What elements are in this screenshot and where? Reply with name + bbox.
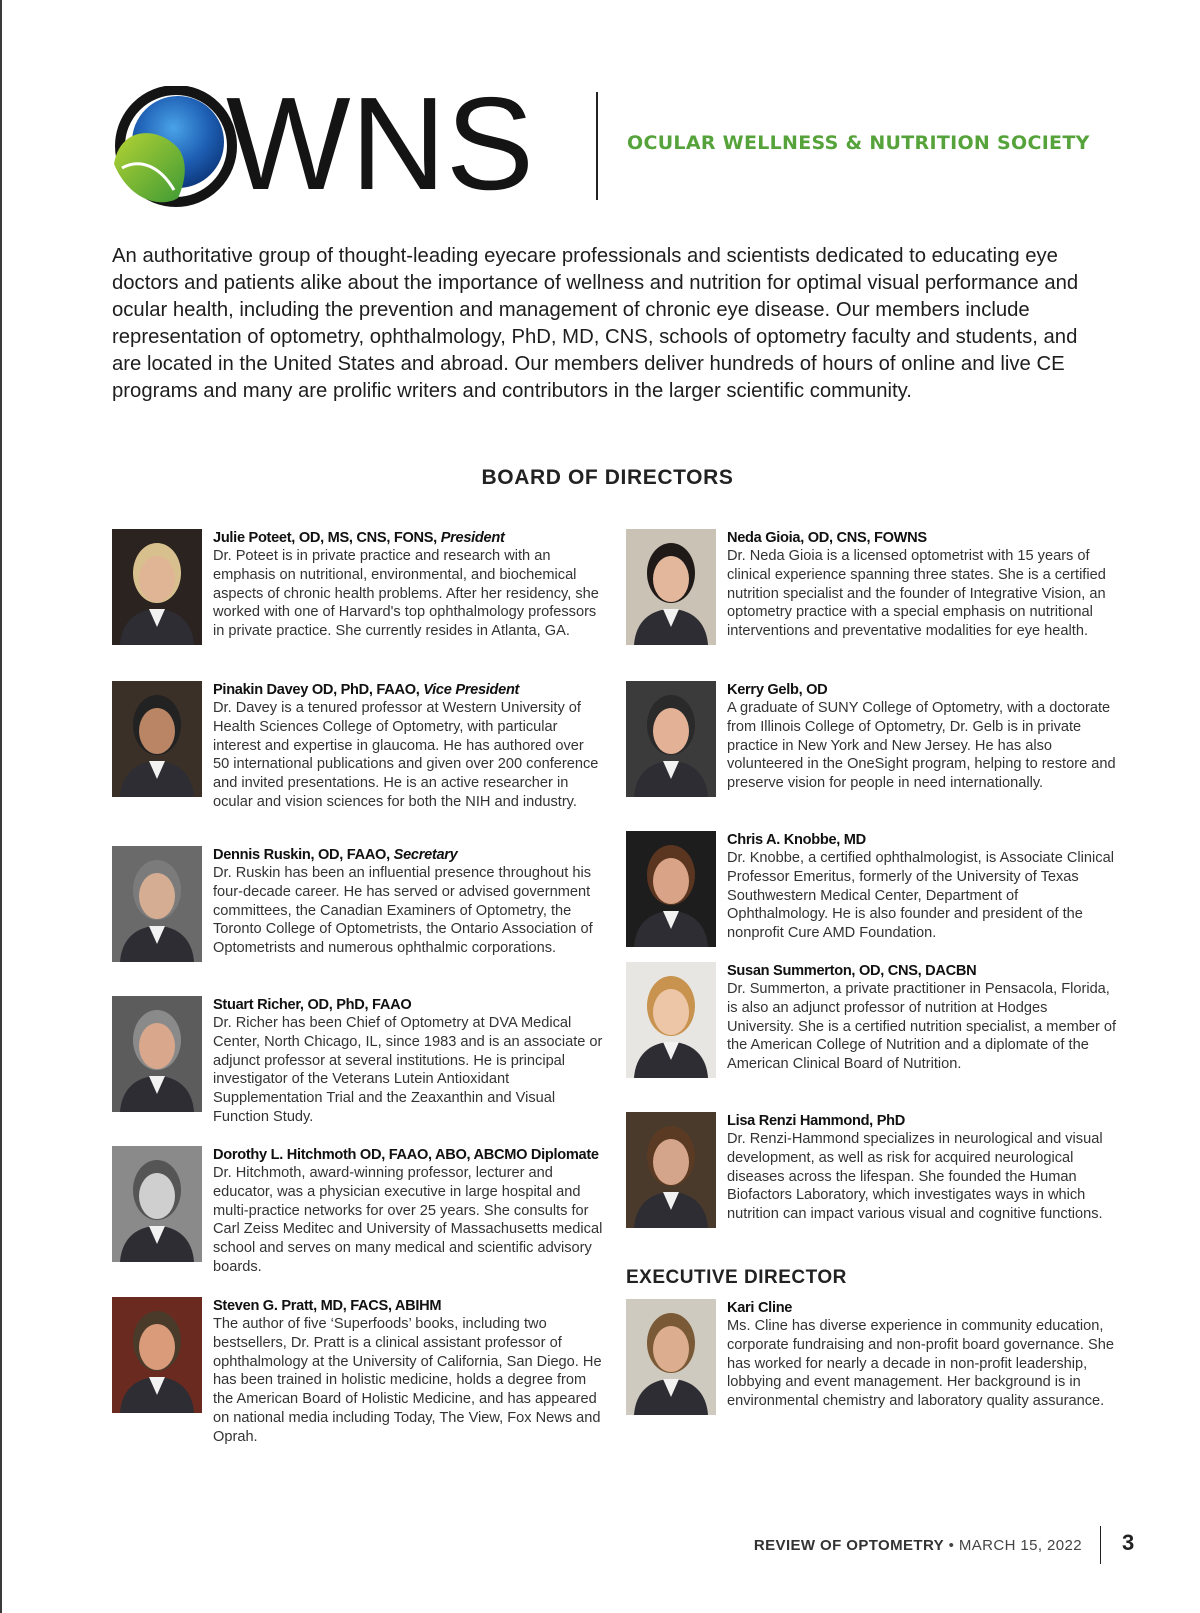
member-name [727, 681, 1117, 699]
member-credentials: Steven G. Pratt, MD, FACS, ABIHM [213, 1298, 442, 1314]
member-name [213, 529, 603, 547]
member-text [213, 996, 603, 1127]
portrait-photo [112, 1146, 202, 1262]
member-credentials: Dennis Ruskin, OD, FAAO, [213, 847, 390, 863]
logo-wordmark: WNS [226, 70, 534, 217]
member-bio: Dr. Richer has been Chief of Optometry at DVA Medical Center, North Chicago, IL, since 1983 and is an associate or adjunct professor at several institutions. He is principal investigator of the Veterans Lutein Antioxidant Supplementation Trial and the Zeaxanthin and Visual Function Study. [213, 1015, 603, 1125]
member-photo [112, 1297, 202, 1413]
member-text [727, 831, 1117, 943]
member-name [213, 1146, 603, 1164]
member-bio: Dr. Knobbe, a certified ophthalmologist, is Associate Clinical Professor Emeritus, formerly of the University of Texas Southwestern Medical Center, Department of Ophthalmology. He is also founder and president of the nonprofit Cure AMD Foundation. [727, 850, 1114, 942]
member-role: Vice President [423, 682, 520, 698]
member-text [213, 1297, 603, 1447]
portrait-photo [112, 846, 202, 962]
member-photo [626, 681, 716, 797]
member-text [727, 681, 1117, 793]
member-photo [112, 846, 202, 962]
member-credentials: Chris A. Knobbe, MD [727, 832, 866, 848]
member-name [213, 1297, 603, 1315]
member-text [213, 529, 603, 641]
portrait-photo [112, 529, 202, 645]
member-name [213, 846, 603, 864]
member-credentials: Dorothy L. Hitchmoth OD, FAAO, ABO, ABCMO Diplomate [213, 1147, 599, 1163]
member-credentials: Neda Gioia, OD, CNS, FOWNS [727, 530, 927, 546]
portrait-photo [112, 1297, 202, 1413]
member-name [213, 681, 603, 699]
page-footer [754, 1537, 1082, 1554]
footer-separator: • [944, 1537, 959, 1554]
publication-name: REVIEW OF OPTOMETRY [753, 1537, 945, 1554]
page-number: 3 [1122, 1530, 1135, 1555]
issue-date: MARCH 15, 2022 [958, 1537, 1082, 1554]
member-text [213, 681, 603, 812]
member-name [727, 962, 1117, 980]
member-text [727, 1112, 1117, 1224]
member-name [727, 1112, 1117, 1130]
member-photo [626, 962, 716, 1078]
member-name [213, 996, 603, 1014]
member-text [213, 846, 603, 958]
member-bio: Dr. Neda Gioia is a licensed optometrist with 15 years of clinical experience spanning three states. She is a certified nutrition specialist and the founder of Integrative Vision, an optometry practice with a special emphasis on nutritional interventions and preventative modalities for eye health. [727, 548, 1106, 640]
member-photo [112, 1146, 202, 1262]
member-credentials: Julie Poteet, OD, MS, CNS, FONS, [213, 530, 437, 546]
member-credentials: Lisa Renzi Hammond, PhD [727, 1113, 905, 1129]
portrait-photo [626, 529, 716, 645]
board-of-directors-heading: BOARD OF DIRECTORS [481, 466, 734, 489]
member-text [727, 1299, 1117, 1411]
intro-paragraph: An authoritative group of thought-leading eyecare professionals and scientists dedicated to educating eye doctors and patients alike about the importance of wellness and nutrition for optimal visual performance and ocular health, including the prevention and management of chronic eye disease. Our members include representation of optometry, ophthalmology, PhD, MD, CNS, schools of optometry faculty and students, and are located in the United States and abroad. Our members deliver hundreds of hours of online and live CE programs and many are prolific writers and contributors in the larger scientific community. [112, 245, 1079, 402]
member-text [727, 962, 1117, 1074]
member-photo [112, 681, 202, 797]
society-name: OCULAR WELLNESS & NUTRITION SOCIETY [627, 132, 1090, 154]
member-role: President [440, 530, 505, 546]
member-photo [626, 1112, 716, 1228]
member-credentials: Kerry Gelb, OD [727, 682, 828, 698]
member-photo [626, 831, 716, 947]
member-bio: Ms. Cline has diverse experience in community education, corporate fundraising and non-profit board governance. She has worked for nearly a decade in non-profit leadership, lobbying and event management. Her background is in environmental chemistry and laboratory quality assurance. [727, 1318, 1114, 1410]
member-photo [112, 529, 202, 645]
portrait-photo [112, 681, 202, 797]
eye-globe-logo-icon [108, 86, 238, 212]
logo-divider [596, 92, 598, 200]
member-photo [112, 996, 202, 1112]
member-bio: Dr. Summerton, a private practitioner in Pensacola, Florida, is also an adjunct professor of nutrition at Hodges University. She is a certified nutrition specialist, a member of the American College of Nutrition and a diplomate of the American Clinical Board of Nutrition. [727, 981, 1117, 1073]
member-credentials: Kari Cline [727, 1300, 793, 1316]
page-edge-rule [0, 0, 2, 1613]
member-credentials: Stuart Richer, OD, PhD, FAAO [213, 997, 412, 1013]
portrait-photo [626, 1299, 716, 1415]
portrait-photo [626, 962, 716, 1078]
member-bio: Dr. Davey is a tenured professor at Western University of Health Sciences College of Optometry, with particular interest and expertise in glaucoma. He has authored over 50 international publications and given over 200 conference and invited presentations. He is an active researcher in ocular and vision sciences for both the NIH and industry. [213, 700, 599, 810]
member-role: Secretary [393, 847, 458, 863]
member-text [213, 1146, 603, 1277]
member-name [727, 1299, 1117, 1317]
member-credentials: Susan Summerton, OD, CNS, DACBN [727, 963, 977, 979]
member-bio: The author of five ‘Superfoods’ books, including two bestsellers, Dr. Pratt is a clinical assistant professor of ophthalmology at the University of California, San Diego. He has been trained in holistic medicine, holds a degree from the American Board of Holistic Medicine, and has appeared on national media including Today, The View, Fox News and Oprah. [213, 1316, 602, 1445]
portrait-photo [626, 681, 716, 797]
member-bio: Dr. Renzi-Hammond specializes in neurological and visual development, as well as risk for acquired neurological diseases across the lifespan. She founded the Human Biofactors Laboratory, which investigates ways in which nutrition can impact various visual and cognitive functions. [727, 1131, 1103, 1223]
member-text [727, 529, 1117, 641]
member-name [727, 529, 1117, 547]
portrait-photo [626, 831, 716, 947]
member-name [727, 831, 1117, 849]
executive-director-heading: EXECUTIVE DIRECTOR [626, 1267, 847, 1288]
portrait-photo [112, 996, 202, 1112]
owns-logo [108, 70, 578, 217]
member-bio: Dr. Poteet is in private practice and research with an emphasis on nutritional, environmental, and biochemical aspects of chronic health problems. After her residency, she worked with one of Harvard's top ophthalmology professors in private practice. She currently resides in Atlanta, GA. [213, 548, 599, 640]
member-credentials: Pinakin Davey OD, PhD, FAAO, [213, 682, 420, 698]
member-bio: Dr. Hitchmoth, award-winning professor, lecturer and educator, was a physician executive in large hospital and multi-practice networks for over 25 years. She consults for Carl Zeiss Meditec and University of Massachusetts medical school and serves on many medical and scientific advisory boards. [213, 1165, 603, 1275]
member-bio: Dr. Ruskin has been an influential presence throughout his four-decade career. He has served or advised government committees, the Canadian Examiners of Optometry, the Toronto College of Optometrists, the Ontario Association of Optometrists and numerous ophthalmic corporations. [213, 865, 593, 957]
member-photo [626, 1299, 716, 1415]
member-bio: A graduate of SUNY College of Optometry, with a doctorate from Illinois College of Optometry, Dr. Gelb is in private practice in New York and New Jersey. He has also volunteered in the OneSight program, helping to restore and preserve vision for people in need internationally. [727, 700, 1116, 792]
portrait-photo [626, 1112, 716, 1228]
footer-divider [1100, 1526, 1101, 1564]
member-photo [626, 529, 716, 645]
